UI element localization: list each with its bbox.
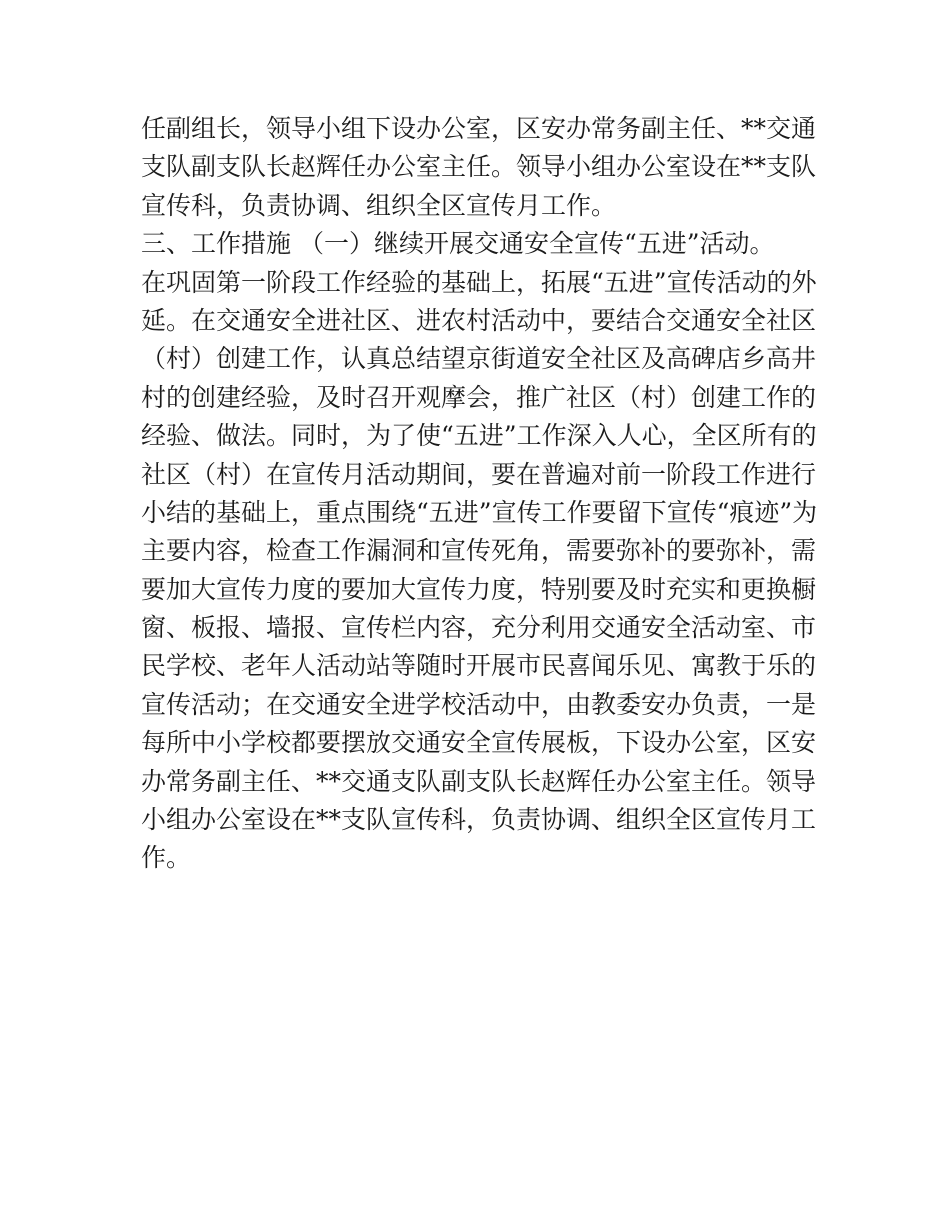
- section-heading-line: 三、工作措施 （一）继续开展交通安全宣传“五进”活动。: [141, 229, 775, 259]
- text-line: 经验、做法。同时，为了使“五进”工作深入人心，全区所有的: [141, 421, 817, 451]
- text-line: （村）创建工作，认真总结望京街道安全社区及高碑店乡高井: [141, 344, 817, 374]
- text-line: 办常务副主任、**交通支队副支队长赵辉任办公室主任。领导: [141, 766, 817, 796]
- text-line: 要加大宣传力度的要加大宣传力度，特别要及时充实和更换橱: [141, 574, 817, 604]
- text-line: 村的创建经验，及时召开观摩会，推广社区（村）创建工作的: [141, 382, 817, 412]
- text-line: 民学校、老年人活动站等随时开展市民喜闻乐见、寓教于乐的: [141, 651, 817, 681]
- text-line: 小结的基础上，重点围绕“五进”宣传工作要留下宣传“痕迹”为: [141, 497, 818, 527]
- text-line: 支队副支队长赵辉任办公室主任。领导小组办公室设在**支队: [141, 152, 817, 182]
- text-line: 宣传科，负责协调、组织全区宣传月工作。: [141, 190, 617, 220]
- text-line: 社区（村）在宣传月活动期间，要在普遍对前一阶段工作进行: [141, 459, 817, 489]
- text-line: 作。: [141, 843, 192, 873]
- text-line: 每所中小学校都要摆放交通安全宣传展板，下设办公室，区安: [141, 728, 817, 758]
- text-line: 任副组长，领导小组下设办公室，区安办常务副主任、**交通: [141, 114, 817, 143]
- text-line: 在巩固第一阶段工作经验的基础上，拓展“五进”宣传活动的外: [141, 267, 817, 297]
- text-line: 宣传活动；在交通安全进学校活动中，由教委安办负责，一是: [141, 689, 817, 719]
- text-line: 延。在交通安全进社区、进农村活动中，要结合交通安全社区: [141, 305, 817, 335]
- text-line: 窗、板报、墙报、宣传栏内容，充分利用交通安全活动室、市: [141, 613, 817, 643]
- text-line: 小组办公室设在**支队宣传科，负责协调、组织全区宣传月工: [141, 805, 817, 835]
- text-line: 主要内容，检查工作漏洞和宣传死角，需要弥补的要弥补，需: [141, 536, 817, 566]
- body-text: [141, 110, 821, 878]
